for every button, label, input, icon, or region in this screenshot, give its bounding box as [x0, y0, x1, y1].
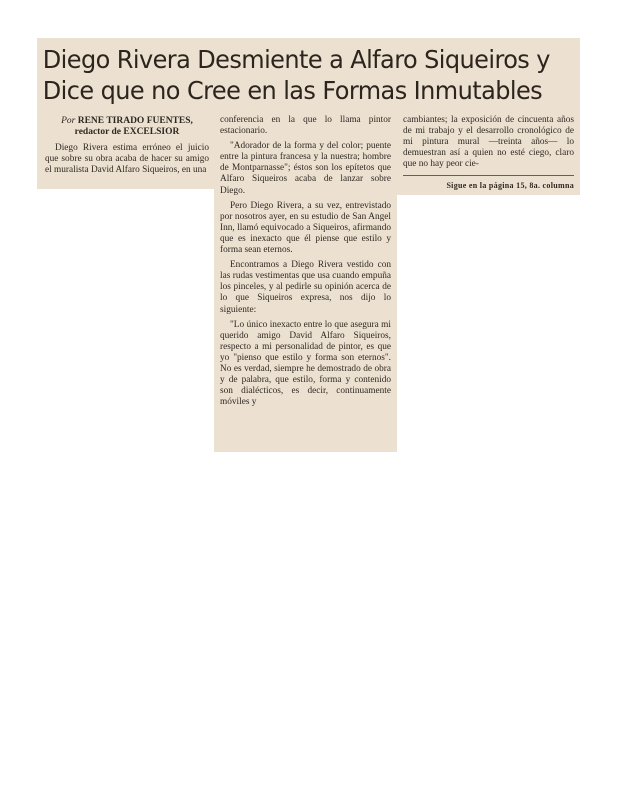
headline-line-2: Dice que no Cree en las Formas Inmutables	[42, 76, 543, 105]
headline-line-1: Diego Rivera Desmiente a Alfaro Siqueiros y	[42, 45, 550, 74]
paragraph: Diego Rivera estima erróneo el juicio que sobre su obra acaba de hacer su amigo el muralista David Alfaro Siqueiros, en una	[45, 143, 209, 176]
column-3	[397, 111, 580, 195]
byline-role: redactor de EXCELSIOR	[74, 127, 180, 137]
byline-author: RENE TIRADO FUENTES,	[77, 116, 193, 126]
paragraph: "Lo único inexacto entre lo que asegura mi querido amigo David Alfaro Siqueiros, respecto a mi personalidad de pintor, es que yo "pienso que estilo y forma son eternos". No es verdad, siempre he demostrado de obra y de palabra, que estilo, forma y contenido son dialécticos, es decir, continuamente móviles y	[220, 319, 391, 408]
paragraph: Encontramos a Diego Rivera vestido con las rudas vestimentas que usa cuando empuña los pinceles, y al pedirle su opinión acerca de lo que Siqueiros expresa, nos dijo lo siguiente:	[220, 260, 391, 315]
headline	[37, 38, 558, 106]
paragraph: Pero Diego Rivera, a su vez, entrevistado por nosotros ayer, en su estudio de San Angel Inn, llamó equivocado a Siqueiros, afirmando que es inexacto que él piense que estilo y forma sean eternos.	[220, 200, 391, 256]
paragraph: conferencia en la que lo llama pintor estacionario.	[220, 115, 391, 137]
column-1	[37, 111, 214, 189]
paragraph: cambiantes; la exposición de cincuenta años de mi trabajo y el desarrollo cronológico de mi pintura mural —treinta años— lo demuestran así a quien no esté ciego, claro que no hay peor cie-	[403, 115, 574, 170]
byline-prefix: Por	[61, 116, 76, 126]
headline-block	[37, 38, 580, 112]
byline	[45, 116, 209, 138]
paragraph: "Adorador de la forma y del color; puente entre la pintura francesa y la nuestra; hombre de Montparnasse"; éstos son los epítetos que Alfaro Siqueiros acaba de lanzar sobre Diego.	[220, 141, 391, 196]
continued-note: Sigue en la página 15, 8a. columna	[446, 181, 574, 191]
divider	[403, 175, 574, 176]
column-2	[214, 111, 397, 452]
